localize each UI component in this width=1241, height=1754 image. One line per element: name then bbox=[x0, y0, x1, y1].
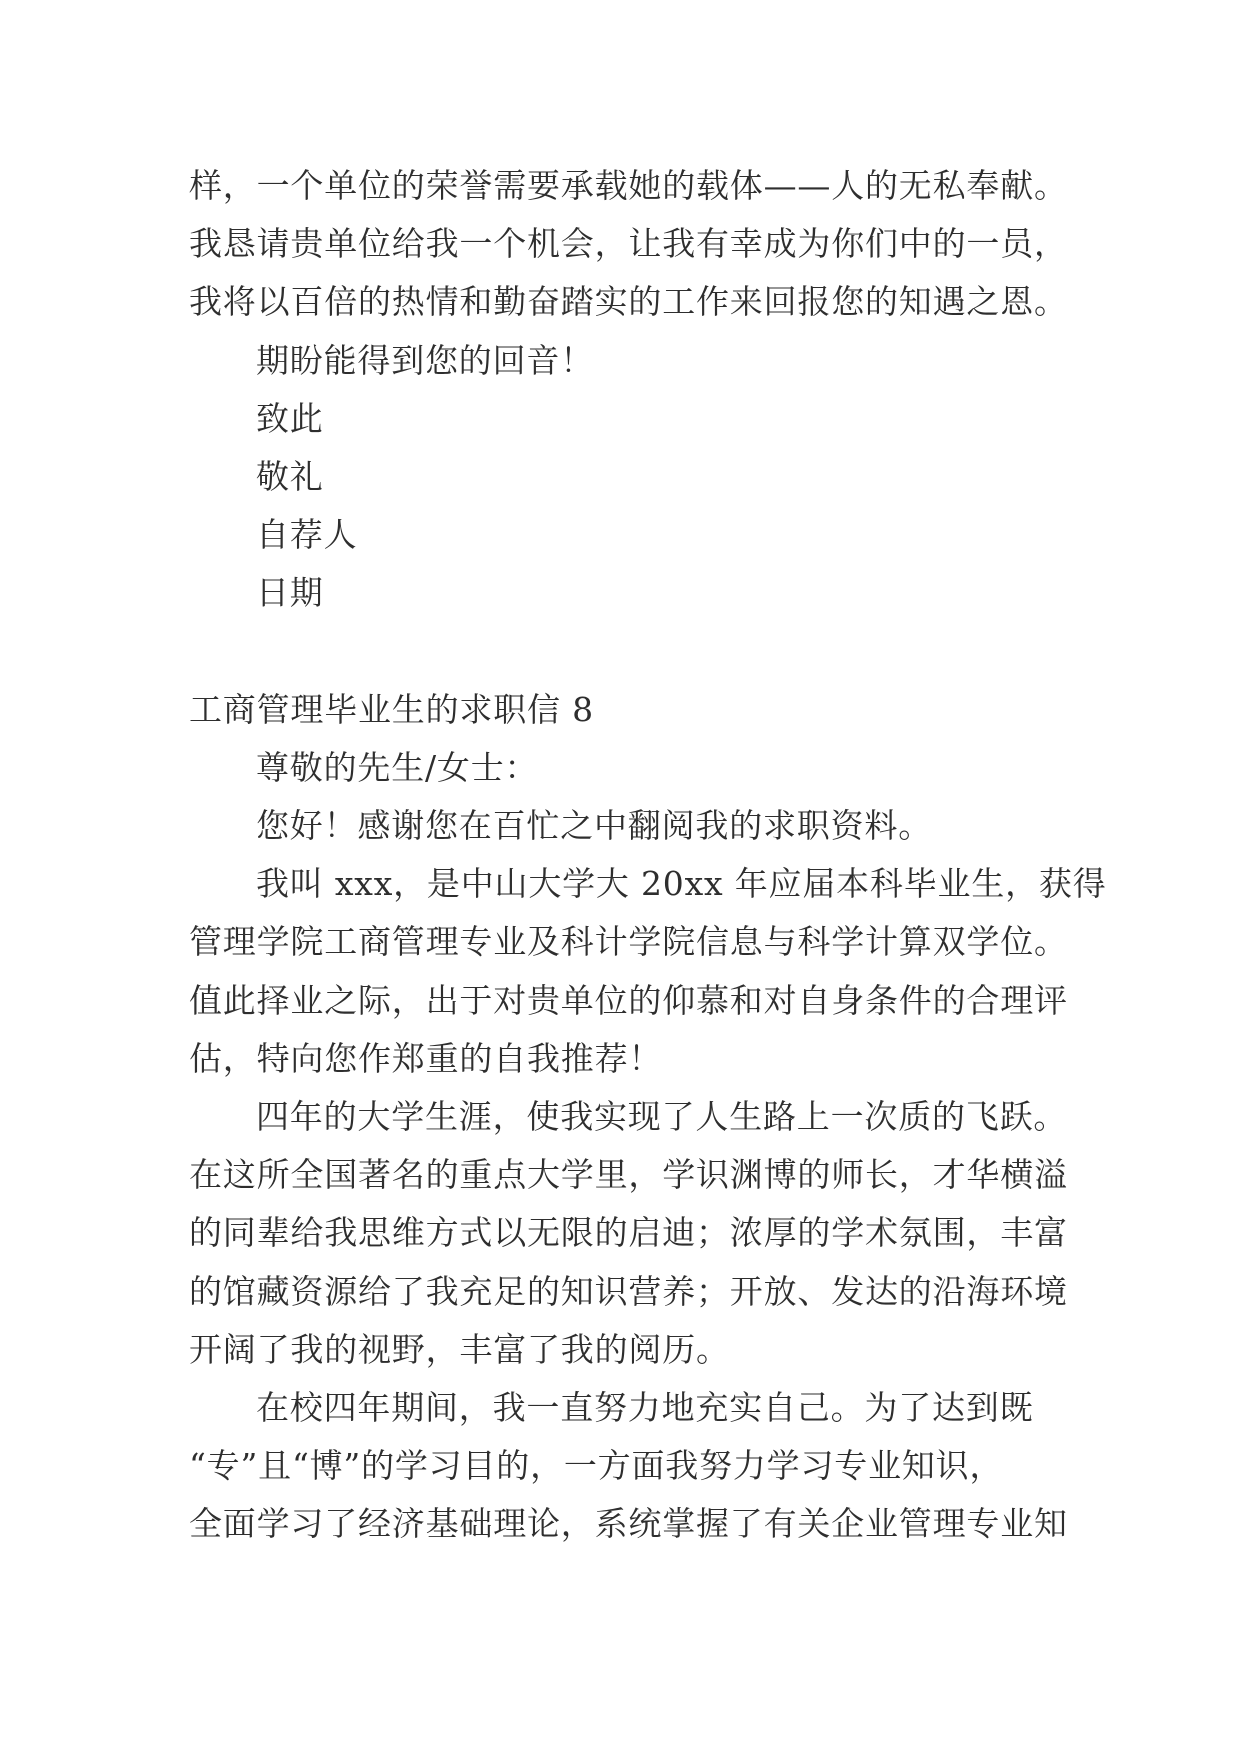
text-line: “专”且“博”的学习目的，一方面我努力学习专业知识， bbox=[189, 1446, 1004, 1486]
previous-letter-ending bbox=[189, 157, 1079, 623]
text-line: 的馆藏资源给了我充足的知识营养；开放、发达的沿海环境 bbox=[189, 1271, 1068, 1311]
text-line: 管理学院工商管理专业及科计学院信息与科学计算双学位。 bbox=[189, 922, 1068, 962]
salutation-line: 尊敬的先生/女士： bbox=[256, 747, 539, 787]
intro-paragraph bbox=[189, 855, 1107, 1088]
document-body bbox=[189, 157, 1107, 1554]
date-label-line: 日期 bbox=[256, 573, 324, 613]
text-line: 值此择业之际，出于对贵单位的仰慕和对自身条件的合理评 bbox=[189, 980, 1068, 1020]
campus-paragraph bbox=[189, 1088, 1079, 1379]
blank-line-separator bbox=[189, 623, 1079, 681]
text-line: 估，特向您作郑重的自我推荐！ bbox=[189, 1038, 663, 1078]
signer-label-line: 自荐人 bbox=[256, 515, 358, 555]
closing-salute-line-1: 致此 bbox=[256, 398, 324, 438]
text-line: 我恳请贵单位给我一个机会，让我有幸成为你们中的一员， bbox=[189, 224, 1068, 264]
text-line: 的同辈给我思维方式以无限的启迪；浓厚的学术氛围，丰富 bbox=[189, 1213, 1068, 1253]
opening-line: 您好！感谢您在百忙之中翻阅我的求职资料。 bbox=[256, 806, 932, 846]
text-line: 在校四年期间，我一直努力地充实自己。为了达到既 bbox=[256, 1387, 1034, 1427]
section-heading: 工商管理毕业生的求职信 8 bbox=[189, 689, 594, 729]
text-line: 我将以百倍的热情和勤奋踏实的工作来回报您的知遇之恩。 bbox=[189, 282, 1068, 322]
text-line: 全面学习了经济基础理论，系统掌握了有关企业管理专业知 bbox=[189, 1504, 1068, 1544]
text-line: 在这所全国著名的重点大学里，学识渊博的师长，才华横溢 bbox=[189, 1155, 1068, 1195]
letter-8-section bbox=[189, 681, 1107, 1554]
text-line: 样，一个单位的荣誉需要承载她的载体——人的无私奉献。 bbox=[189, 166, 1068, 205]
text-line: 四年的大学生涯，使我实现了人生路上一次质的飞跃。 bbox=[256, 1097, 1068, 1136]
study-paragraph bbox=[189, 1379, 1079, 1554]
closing-salute-line-2: 敬礼 bbox=[256, 456, 324, 496]
text-line: 开阔了我的视野，丰富了我的阅历。 bbox=[189, 1329, 730, 1369]
text-line: 我叫 xxx，是中山大学大 20xx 年应届本科毕业生，获得 bbox=[256, 864, 1107, 904]
reply-hope-line: 期盼能得到您的回音！ bbox=[256, 340, 594, 380]
